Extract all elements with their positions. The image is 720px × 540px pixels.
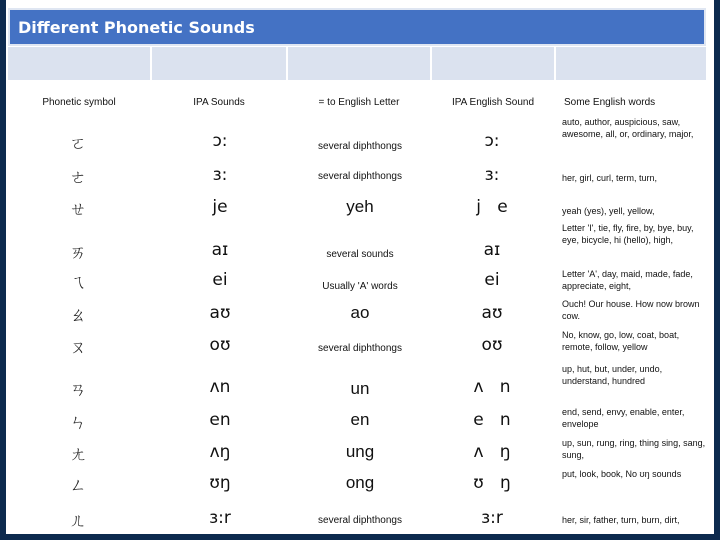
english-letter: ao bbox=[350, 303, 370, 322]
ipa-english-sound: ɜ: bbox=[484, 165, 500, 185]
ipa-sound: ʊŋ bbox=[209, 473, 231, 493]
phonetic-symbol: ㄡ bbox=[69, 337, 87, 358]
example-words: put, look, book, No ʊŋ sounds bbox=[562, 469, 682, 479]
phonetic-symbol: ㄝ bbox=[69, 199, 87, 220]
english-letter: several sounds bbox=[326, 248, 394, 260]
english-letter: en bbox=[350, 410, 370, 429]
ipa-english-sound: e n bbox=[473, 410, 511, 430]
ipa-english-sound: oʊ bbox=[481, 335, 503, 355]
example-words: end, send, envy, enable, enter, envelope bbox=[562, 407, 685, 429]
english-letter: several diphthongs bbox=[318, 342, 402, 354]
ipa-sound: ɜ:r bbox=[209, 508, 231, 528]
example-words: Letter 'A', day, maid, made, fade, appreciate, eight, bbox=[562, 269, 693, 291]
example-words: Ouch! Our house. How now brown cow. bbox=[562, 299, 700, 321]
example-words: her, sir, father, turn, burn, dirt, bbox=[562, 515, 680, 525]
phonetic-symbol: ㄜ bbox=[69, 167, 87, 188]
ipa-english-sound: j e bbox=[476, 197, 508, 217]
header-band bbox=[288, 47, 430, 80]
ipa-sound: ɔ: bbox=[212, 131, 228, 151]
phonetic-symbol: ㄥ bbox=[69, 475, 87, 496]
ipa-sound: en bbox=[209, 410, 231, 430]
english-letter: yeh bbox=[346, 197, 374, 216]
ipa-english-sound: aɪ bbox=[483, 240, 501, 260]
english-letter: several diphthongs bbox=[318, 514, 402, 526]
english-letter: several diphthongs bbox=[318, 170, 402, 182]
phonetic-symbol: ㄠ bbox=[69, 305, 87, 326]
phonetic-symbol: ㄦ bbox=[69, 510, 87, 531]
example-words: Letter 'I', tie, fly, fire, by, bye, buy, eye, bicycle, hi (hello), high, bbox=[562, 223, 694, 245]
ipa-sound: je bbox=[212, 197, 228, 217]
phonetic-symbol: ㄞ bbox=[69, 242, 87, 263]
header-band bbox=[152, 47, 286, 80]
ipa-sound: ʌŋ bbox=[209, 442, 231, 462]
english-letter: un bbox=[350, 379, 370, 398]
example-words: her, girl, curl, term, turn, bbox=[562, 173, 658, 183]
ipa-english-sound: ʌ n bbox=[473, 377, 511, 397]
title-bar bbox=[8, 8, 706, 46]
ipa-sound: ei bbox=[212, 270, 228, 290]
header-ipa-sounds: IPA Sounds bbox=[193, 96, 245, 108]
ipa-english-sound: ʌ ŋ bbox=[473, 442, 511, 462]
header-phonetic-symbol: Phonetic symbol bbox=[42, 96, 116, 108]
ipa-english-sound: ɔ: bbox=[484, 131, 500, 151]
page-title: Different Phonetic Sounds bbox=[18, 18, 255, 37]
ipa-sound: ɜ: bbox=[212, 165, 228, 185]
ipa-sound: oʊ bbox=[209, 335, 231, 355]
ipa-english-sound: ei bbox=[484, 270, 500, 290]
english-letter: Usually 'A' words bbox=[322, 280, 398, 292]
ipa-english-sound: aʊ bbox=[481, 303, 503, 323]
ipa-sound: aʊ bbox=[209, 303, 231, 323]
example-words: auto, author, auspicious, saw, awesome, all, or, ordinary, major, bbox=[562, 117, 694, 139]
phonetic-symbol: ㄣ bbox=[69, 412, 87, 433]
english-letter: ung bbox=[345, 442, 375, 461]
ipa-sound: aɪ bbox=[211, 240, 229, 260]
ipa-english-sound: ʊ ŋ bbox=[473, 473, 511, 493]
header-band bbox=[8, 47, 150, 80]
english-letter: ong bbox=[345, 473, 375, 492]
header-band bbox=[432, 47, 554, 80]
header-english-letter: = to English Letter bbox=[318, 96, 400, 108]
example-words: No, know, go, low, coat, boat, remote, follow, yellow bbox=[562, 330, 680, 352]
ipa-sound: ʌn bbox=[209, 377, 231, 397]
example-words: up, sun, rung, ring, thing sing, sang, sung, bbox=[562, 438, 706, 460]
header-ipa-english-sound: IPA English Sound bbox=[451, 96, 535, 108]
example-words: up, hut, but, under, undo, understand, hundred bbox=[562, 364, 663, 386]
english-letter: several diphthongs bbox=[318, 140, 402, 152]
example-words: yeah (yes), yell, yellow, bbox=[562, 206, 655, 216]
header-examples: Some English words bbox=[564, 96, 656, 108]
ipa-english-sound: ɜ:r bbox=[481, 508, 503, 528]
phonetic-symbol: ㄛ bbox=[69, 133, 87, 154]
header-band bbox=[556, 47, 706, 80]
phonetic-symbol: ㄢ bbox=[69, 379, 87, 400]
phonetic-symbol: ㄟ bbox=[69, 272, 87, 293]
phonetic-symbol: ㄤ bbox=[69, 444, 87, 465]
